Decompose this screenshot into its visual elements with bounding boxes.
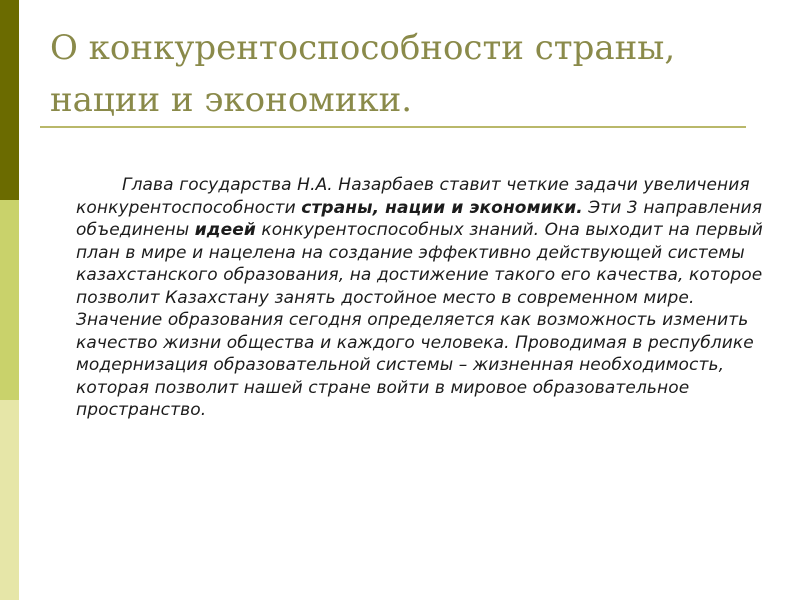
body-bold-phrase-2: идеей <box>194 220 256 240</box>
slide-title-line-2: нации и экономики. <box>50 80 413 120</box>
sidebar-segment-light <box>0 400 19 600</box>
body-bold-phrase-1: страны, нации и экономики. <box>301 197 583 218</box>
slide-title <box>50 22 750 126</box>
slide-title-line-1: О конкурентоспособности страны, <box>50 28 676 68</box>
sidebar-accent <box>0 0 19 600</box>
body-text-part-1: Глава государства Н.А. Назарбаев ставит четкие задачи увеличения конкурентоспособности <box>76 175 750 218</box>
body-paragraph <box>76 174 766 422</box>
sidebar-segment-dark <box>0 0 19 200</box>
title-divider <box>40 126 746 128</box>
body-text-part-3: конкурентоспособных знаний. Она выходит на первый план в мире и нацелена на создание эффективно действующей системы казахстанского образования, на достижение такого его качества, которое позволит Казахстану занять достойное место в современном мире. Значение образования сегодня определяется как возможность изменить качество жизни общества и каждого человека. Проводимая в республике модернизация образовательной системы – жизненная необходимость, которая позволит нашей стране войти в мировое образовательное пространство. <box>76 220 763 420</box>
sidebar-segment-mid <box>0 200 19 400</box>
body-text-part-2: Эти 3 направления объединены <box>76 197 763 240</box>
